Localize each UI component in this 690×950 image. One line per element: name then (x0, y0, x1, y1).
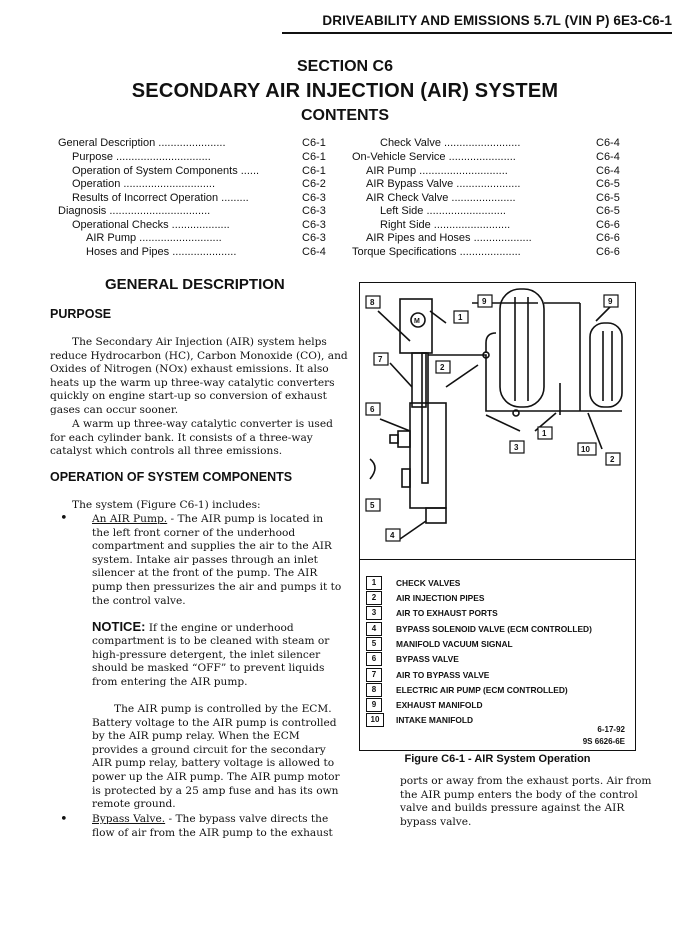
operation-intro: The system (Figure C6-1) includes: (72, 499, 261, 511)
air-pump-description: An AIR Pump. - The AIR pump is located in the left front corner of the underhood compartment and supplies the air to the AIR system. Intake air passes through an inlet silencer at the front of the pump. The AIR pump then pressurizes the air and pumps it to the control valve. (92, 513, 342, 607)
toc-item[interactable]: AIR Pump ............................. (366, 165, 508, 177)
toc-page: C6-3 (302, 219, 326, 231)
general-description-heading: GENERAL DESCRIPTION (105, 276, 285, 293)
bullet-icon: • (60, 511, 68, 526)
toc-page: C6-1 (302, 165, 326, 177)
bypass-valve-term: Bypass Valve. (92, 813, 166, 825)
figure-divider (360, 559, 635, 560)
toc-item[interactable]: On-Vehicle Service ...................... (352, 151, 516, 163)
toc-item[interactable]: Results of Incorrect Operation ......... (72, 192, 249, 204)
callout-1: 1 (542, 429, 547, 438)
toc-page: C6-5 (596, 178, 620, 190)
purpose-heading: PURPOSE (50, 307, 112, 321)
bypass-valve-description: Bypass Valve. - The bypass valve directs the flow of air from the AIR pump to the exhaust (92, 813, 333, 839)
toc-page: C6-4 (596, 151, 620, 163)
callout-3: 3 (514, 443, 519, 452)
figure-caption: Figure C6-1 - AIR System Operation (404, 753, 591, 765)
figure-date: 6-17-92 (597, 725, 625, 734)
purpose-paragraph-2: A warm up three-way catalytic converter is used for each cylinder bank. It consists of a three-way catalyst which controls all three emissions. (50, 418, 333, 458)
figure-legend: 1 CHECK VALVES 2 AIR INJECTION PIPES 3 AIR TO EXHAUST PORTS 4 BYPASS SOLENOID VALVE (ECM CONTROLLED) 5 MANIFOLD VACUUM SIGNAL 6 BYPASS VALVE 7 AIR TO BYPASS VALVE 8 ELECTRIC AIR PUMP (ECM CONTROLLED) 9 EXHAUST MANIFOLD 10 INTAKE MANIFOLD (360, 576, 635, 736)
callout-5: 5 (370, 501, 375, 510)
toc-item[interactable]: AIR Pipes and Hoses ................... (366, 232, 532, 244)
toc-page: C6-4 (302, 246, 326, 258)
toc-item[interactable]: Check Valve ......................... (380, 137, 521, 149)
toc-page: C6-1 (302, 151, 326, 163)
toc-item[interactable]: Operation .............................. (72, 178, 216, 190)
callout-9: 9 (482, 297, 487, 306)
toc-page: C6-6 (596, 219, 620, 231)
toc-page: C6-5 (596, 205, 620, 217)
toc-item[interactable]: AIR Check Valve ..................... (366, 192, 516, 204)
callout-9: 9 (608, 297, 613, 306)
bypass-continued: ports or away from the exhaust ports. Air from the AIR pump enters the body of the control valve and builds pressure against the AIR bypass valve. (400, 775, 652, 828)
toc-page: C6-3 (302, 205, 326, 217)
motor-label: M (414, 318, 420, 325)
toc-page: C6-4 (596, 165, 620, 177)
callout-7: 7 (378, 355, 383, 364)
contents-heading: CONTENTS (301, 107, 389, 124)
callout-10: 10 (581, 445, 590, 454)
toc-page: C6-3 (302, 192, 326, 204)
callout-4: 4 (390, 531, 395, 540)
toc-page: C6-6 (596, 246, 620, 258)
exhaust-manifold-right (590, 323, 622, 407)
toc-item[interactable]: Diagnosis ................................. (58, 205, 211, 217)
air-system-diagram (360, 283, 635, 568)
toc-item[interactable]: Operation of System Components ...... (72, 165, 260, 177)
page-header: DRIVEABILITY AND EMISSIONS 5.7L (VIN P) 6E3-C6-1 (322, 13, 672, 28)
toc-item[interactable]: AIR Bypass Valve ..................... (366, 178, 521, 190)
toc-item[interactable]: Hoses and Pipes ..................... (86, 246, 237, 258)
figure-code: 9S 6626-6E (582, 737, 625, 746)
exhaust-manifold-left (500, 289, 544, 407)
section-title: SECONDARY AIR INJECTION (AIR) SYSTEM (131, 80, 559, 102)
callout-2: 2 (610, 455, 615, 464)
toc-page: C6-6 (596, 232, 620, 244)
toc-page: C6-2 (302, 178, 326, 190)
operation-heading: OPERATION OF SYSTEM COMPONENTS (50, 470, 293, 484)
toc-item[interactable]: General Description ...................... (58, 137, 226, 149)
header-rule (282, 32, 672, 34)
toc-page: C6-3 (302, 232, 326, 244)
callout-2: 2 (440, 363, 445, 372)
toc-item[interactable]: Operational Checks ................... (72, 219, 230, 231)
notice-label: NOTICE: (92, 619, 146, 634)
toc-item[interactable]: Purpose ............................... (72, 151, 211, 163)
toc-page: C6-5 (596, 192, 620, 204)
section-number: SECTION C6 (296, 58, 393, 75)
toc-item[interactable]: Torque Specifications .................... (352, 246, 521, 258)
ecm-paragraph: The AIR pump is controlled by the ECM. Battery voltage to the AIR pump is controlled by the AIR pump relay. When the ECM provides a ground circuit for the secondary AIR pump relay, battery voltage is allowed to power up the AIR pump. The AIR pump motor is protected by a 25 amp fuse and has its own remote ground. (92, 703, 340, 811)
toc-item[interactable]: Left Side .......................... (380, 205, 506, 217)
toc-item[interactable]: AIR Pump ........................... (86, 232, 222, 244)
air-pump-term: An AIR Pump. (92, 513, 168, 525)
bullet-icon: • (60, 812, 68, 827)
callout-1: 1 (458, 313, 463, 322)
toc-page: C6-4 (596, 137, 620, 149)
toc-item[interactable]: Right Side ......................... (380, 219, 511, 231)
purpose-paragraph-1: The Secondary Air Injection (AIR) system helps reduce Hydrocarbon (HC), Carbon Monoxide (CO), and Oxides of Nitrogen (NOx) exhaust emissions. It also heats up the warm up three-way catalytic converters quickly on engine start-up so conversion of exhaust gases can occur sooner. (50, 336, 348, 416)
toc-page: C6-1 (302, 137, 326, 149)
figure-c6-1 (359, 282, 636, 751)
callout-6: 6 (370, 405, 375, 414)
callout-8: 8 (370, 298, 375, 307)
notice-block: NOTICE: If the engine or underhood compartment is to be cleaned with steam or high-pressure detergent, the inlet silencer should be masked “OFF” to prevent liquids from entering the AIR pump. (92, 619, 330, 688)
